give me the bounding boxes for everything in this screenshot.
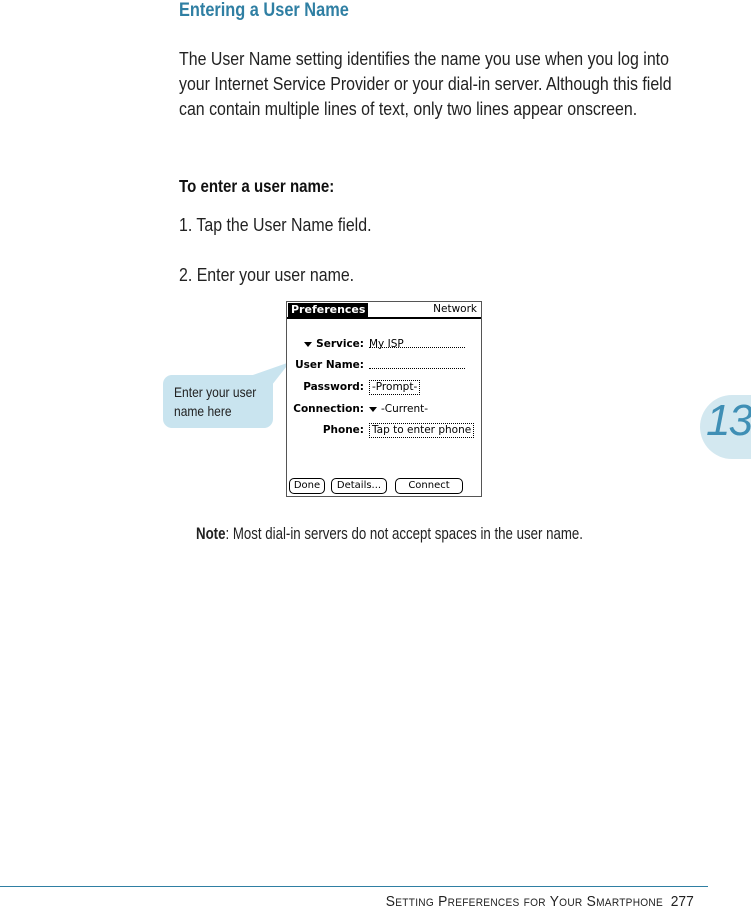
username-label: User Name: [295,359,364,371]
dropdown-arrow-icon [369,407,377,412]
callout-line-1: Enter your user [174,384,257,400]
note-text: : Most dial-in servers do not accept spaces in the user name. [225,524,583,543]
preferences-title-tab: Preferences [288,303,368,317]
note-label: Note [196,524,226,543]
footer-rule [0,886,708,887]
procedure-heading: To enter a user name: [179,176,335,196]
connection-row [287,401,481,417]
username-field[interactable] [369,368,465,369]
done-button[interactable]: Done [289,478,325,494]
service-underline [369,347,465,348]
dropdown-arrow-icon [304,342,312,347]
note [196,524,583,544]
password-selector[interactable]: -Prompt- [369,380,420,395]
network-preferences-screen [286,301,482,497]
step-2: 2. Enter your user name. [179,264,355,285]
panel-picker[interactable]: Network [433,303,477,315]
password-row [287,379,481,395]
step-1: 1. Tap the User Name field. [179,214,372,235]
connect-button[interactable]: Connect [395,478,463,494]
callout-text [174,383,256,421]
chapter-number: 13 [706,396,751,445]
page-number: 277 [670,893,694,910]
section-heading: Entering a User Name [179,0,349,21]
connection-picker[interactable]: -Current- [369,401,428,417]
screen-titlebar [287,302,481,319]
service-row [287,336,481,352]
callout-line-2: name here [174,403,232,419]
password-label: Password: [303,381,364,393]
connection-label: Connection: [293,403,364,415]
footer-title: Setting Preferences for Your Smartphone [386,893,664,910]
service-value[interactable]: My ISP [369,338,404,350]
username-row [287,357,481,373]
phone-field[interactable]: Tap to enter phone [369,423,474,438]
phone-row [287,422,481,438]
service-label[interactable]: Service: [304,336,364,352]
page-footer [386,893,694,910]
intro-paragraph: The User Name setting identifies the name you use when you log into your Internet Service Provider or your dial-in server. Although this field can contain multiple lines of text, only two lines appear onscreen. [179,48,672,119]
details-button[interactable]: Details... [331,478,387,494]
phone-label: Phone: [322,424,364,436]
